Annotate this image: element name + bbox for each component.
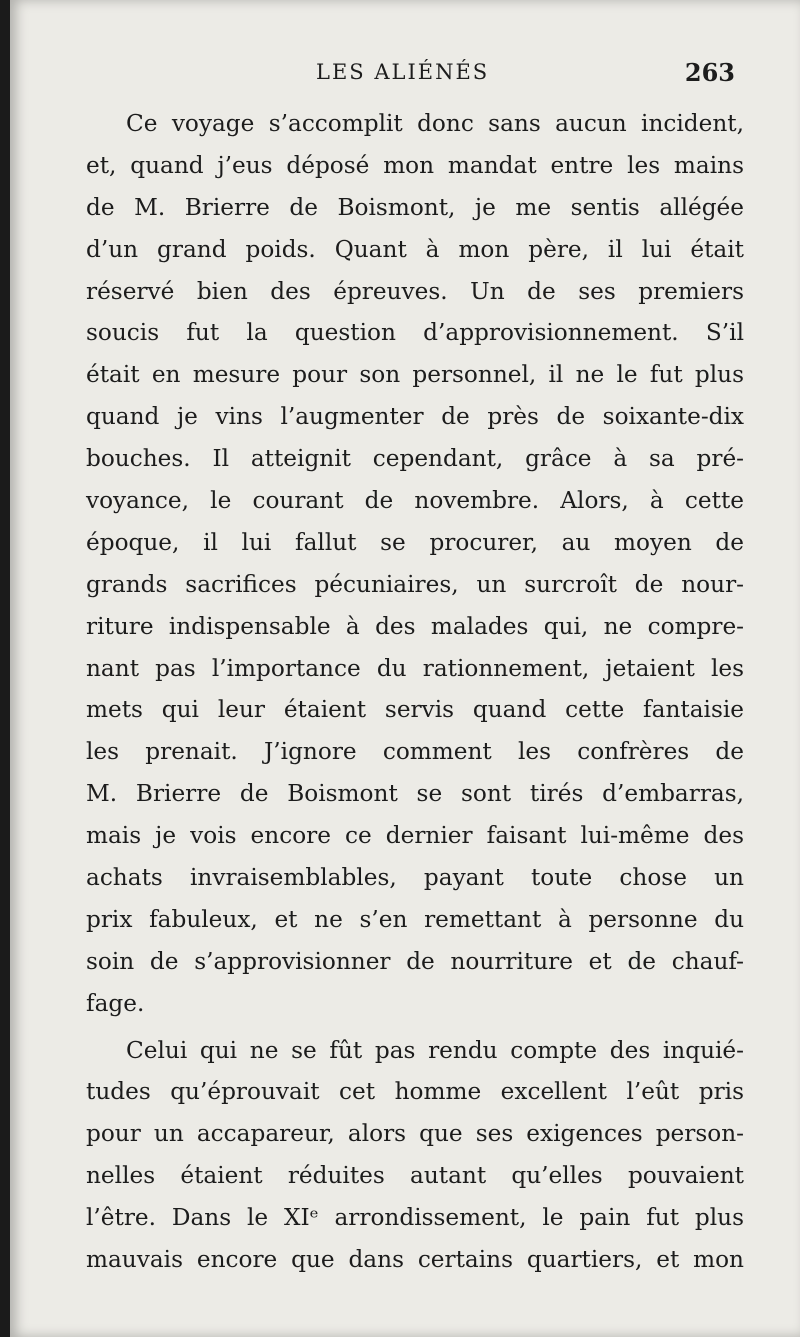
text-line: et, quand j’eus déposé mon mandat entre les mains	[86, 151, 744, 179]
text-line: quand je vins l’augmenter de près de soixante-dix	[86, 403, 744, 431]
text-line: soin de s’approvisionner de nourriture et de chauf-	[86, 947, 744, 975]
text-line: grands sacrifices pécuniaires, un surcroît de nour-	[86, 570, 744, 598]
text-line: mets qui leur étaient servis quand cette fantaisie	[86, 696, 744, 724]
text-line: l’être. Dans le XIᵉ arrondissement, le pain fut plus	[86, 1204, 744, 1232]
text-line: de M. Brierre de Boismont, je me sentis allégée	[86, 193, 744, 221]
page-number: 263	[684, 58, 735, 87]
text-line: était en mesure pour son personnel, il ne le fut plus	[86, 361, 744, 389]
text-line: Ce voyage s’accomplit donc sans aucun incident,	[126, 110, 744, 137]
text-line: Celui qui ne se fût pas rendu compte des inquié-	[126, 1036, 744, 1064]
text-line: bouches. Il atteignit cependant, grâce à sa pré-	[86, 445, 744, 473]
text-line: tudes qu’éprouvait cet homme excellent l’eût pris	[86, 1078, 744, 1106]
text-line: riture indispensable à des malades qui, ne compre-	[86, 612, 744, 640]
book-page	[10, 0, 800, 1337]
text-line: fage.	[86, 989, 145, 1017]
text-line: achats invraisemblables, payant toute chose un	[86, 864, 744, 892]
text-line: nant pas l’importance du rationnement, jetaient les	[86, 654, 744, 682]
text-line: voyance, le courant de novembre. Alors, à cette	[86, 487, 744, 515]
text-line: prix fabuleux, et ne s’en remettant à personne du	[86, 905, 744, 933]
text-line: pour un accapareur, alors que ses exigences person-	[86, 1120, 744, 1148]
text-line: M. Brierre de Boismont se sont tirés d’embarras,	[86, 780, 744, 808]
paragraph-2	[86, 1030, 744, 1281]
body-text	[86, 103, 744, 1281]
text-line: les prenait. J’ignore comment les confrères de	[86, 738, 744, 766]
paragraph-1	[86, 103, 744, 1025]
text-line: époque, il lui fallut se procurer, au moyen de	[86, 528, 744, 556]
page-header	[10, 60, 800, 94]
text-line: soucis fut la question d’approvisionnement. S’il	[86, 319, 744, 347]
text-line: réservé bien des épreuves. Un de ses premiers	[86, 277, 744, 305]
text-line: nelles étaient réduites autant qu’elles pouvaient	[86, 1162, 744, 1190]
running-title: LES ALIÉNÉS	[316, 60, 490, 84]
text-line: d’un grand poids. Quant à mon père, il lui était	[86, 235, 744, 263]
text-line: mauvais encore que dans certains quartiers, et mon	[86, 1246, 744, 1274]
text-line: mais je vois encore ce dernier faisant lui-même des	[86, 822, 744, 850]
